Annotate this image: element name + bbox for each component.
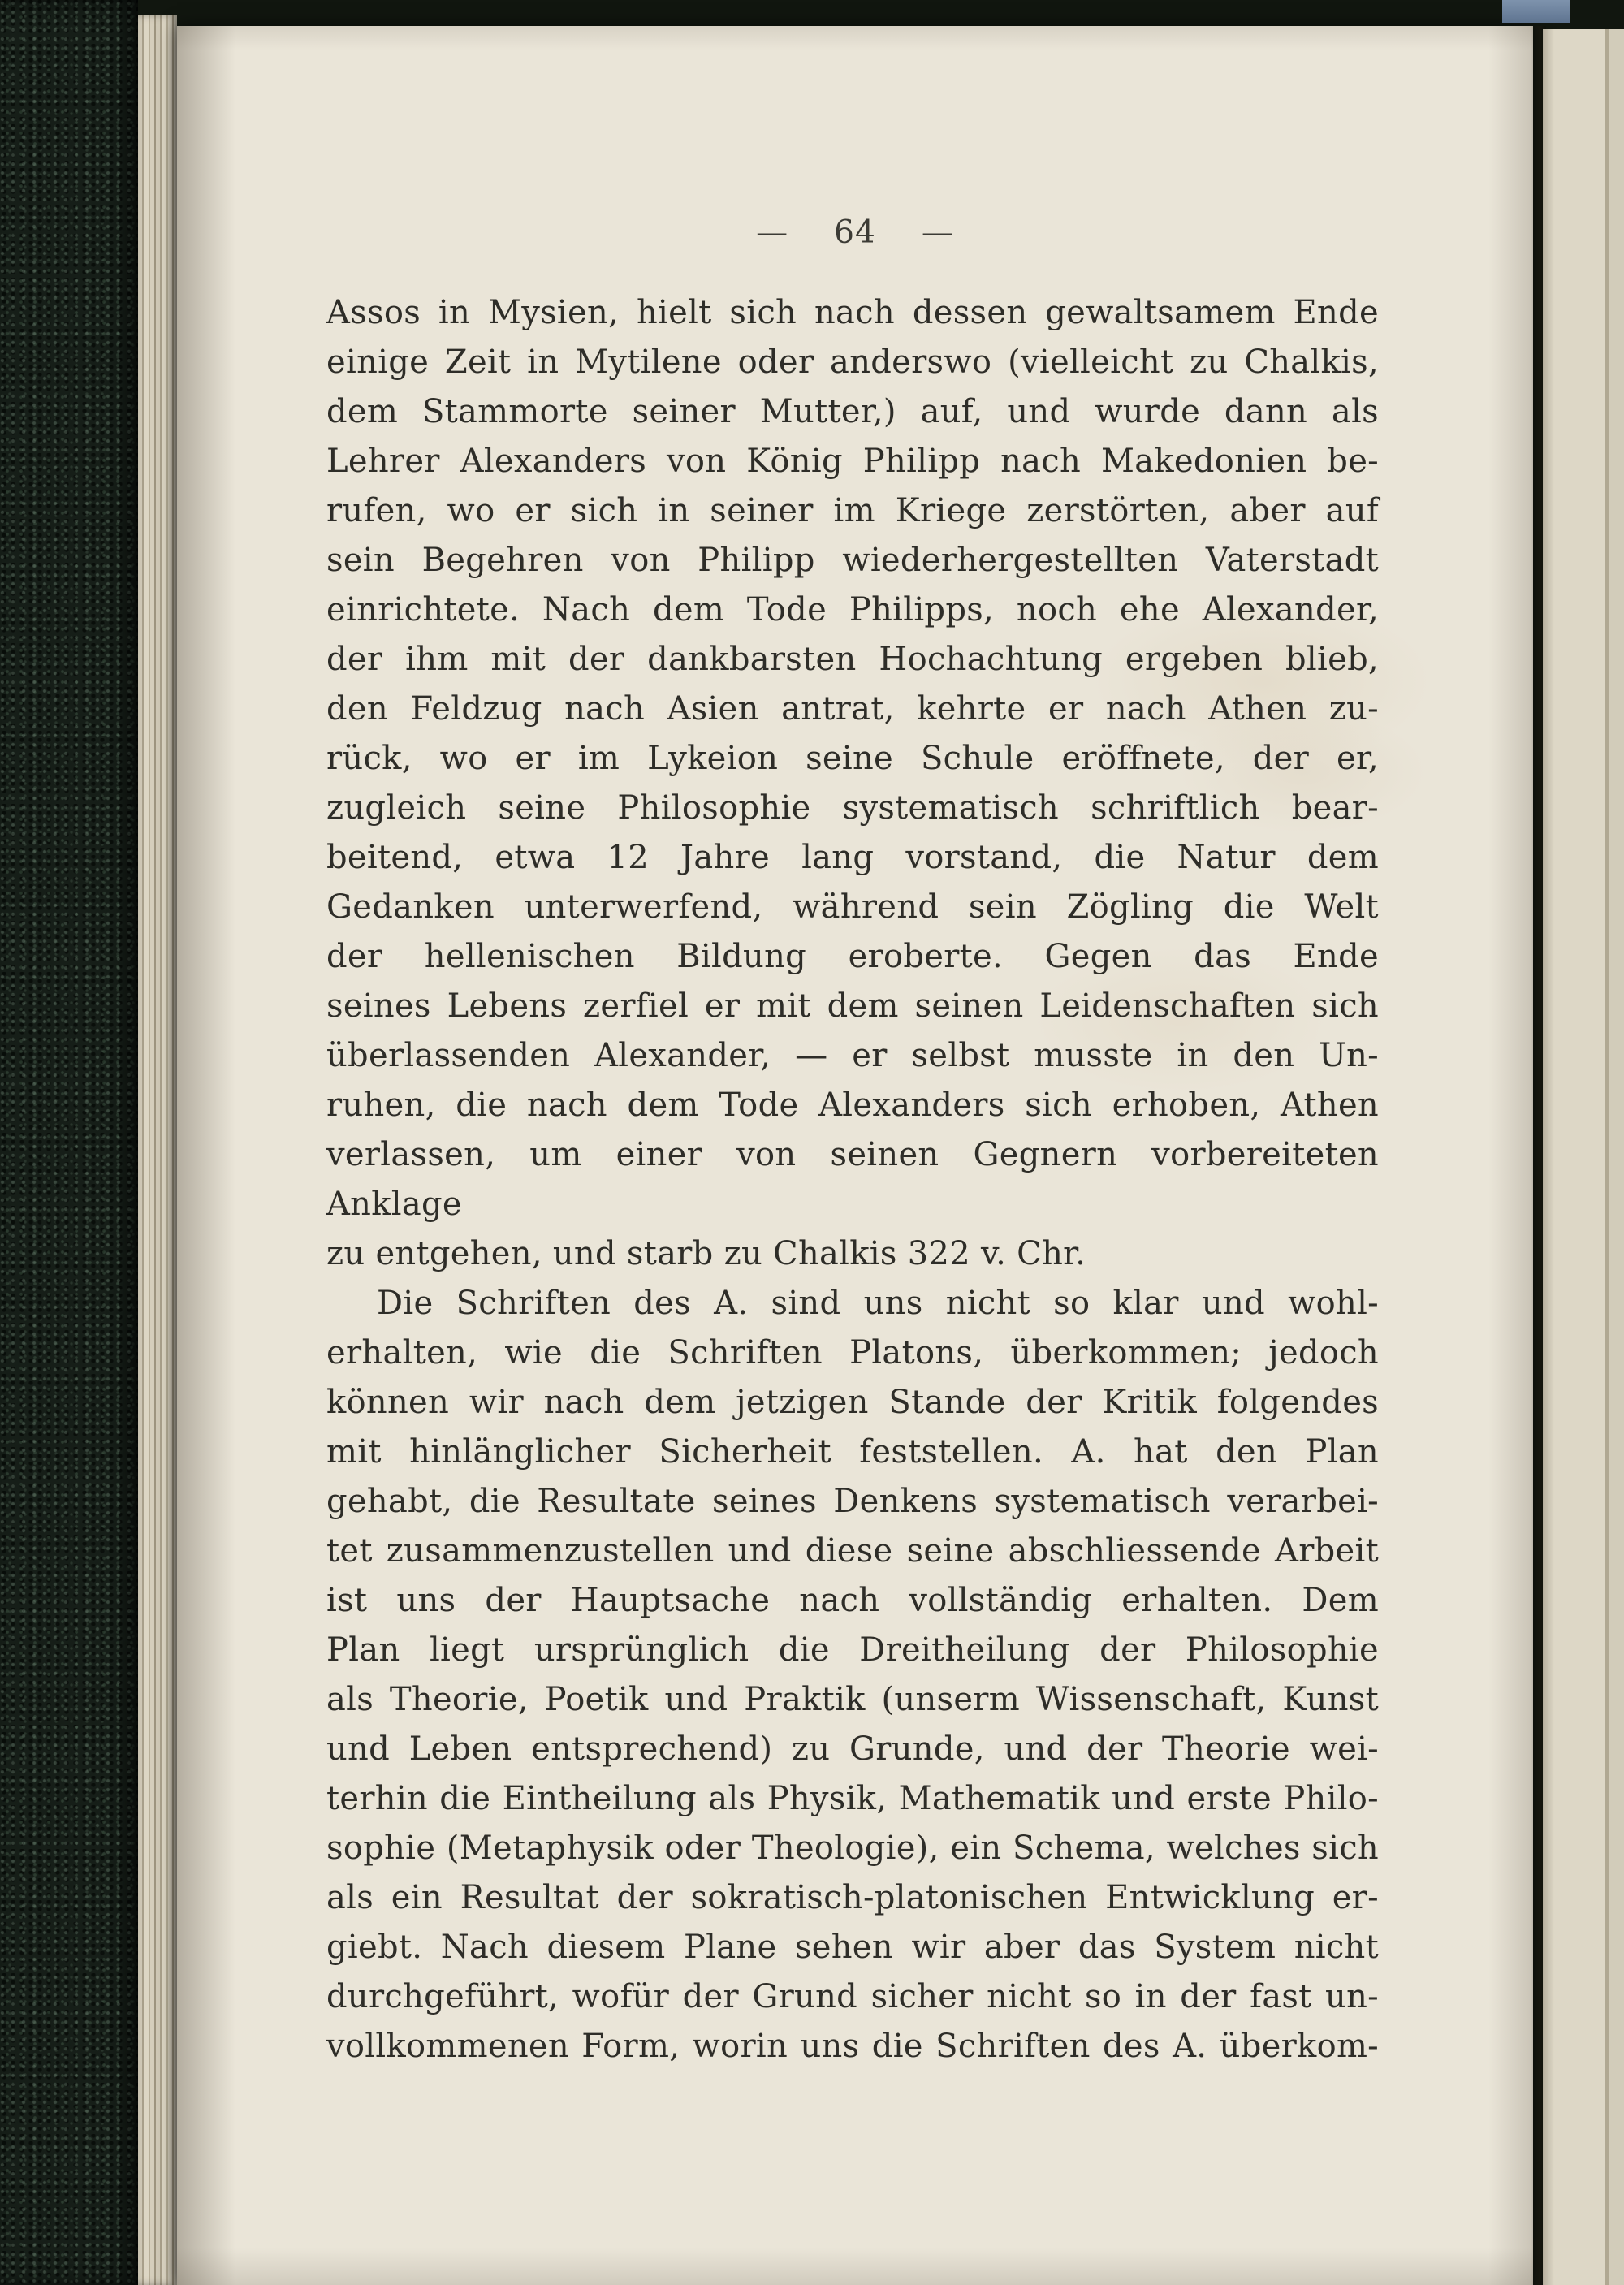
scan-artifact-blue xyxy=(1502,0,1570,23)
text-line: einige Zeit in Mytilene oder anderswo (vielleicht zu Chalkis, xyxy=(326,343,1379,381)
text-line: giebt. Nach diesem Plane sehen wir aber das System nicht xyxy=(326,1929,1379,1966)
text-line: können wir nach dem jetzigen Stande der Kritik folgendes xyxy=(326,1384,1379,1421)
text-line: überlassenden Alexander, — er selbst musste in den Un- xyxy=(326,1037,1379,1074)
text-line: und Leben entsprechend) zu Grunde, und der Theorie wei- xyxy=(326,1730,1379,1768)
text-line: der hellenischen Bildung eroberte. Gegen das Ende xyxy=(326,938,1379,975)
text-line: Lehrer Alexanders von König Philipp nach Makedonien be- xyxy=(326,443,1379,480)
text-line: dem Stammorte seiner Mutter,) auf, und wurde dann als xyxy=(326,393,1379,430)
text-block xyxy=(326,288,1379,2071)
text-line: einrichtete. Nach dem Tode Philipps, noch ehe Alexander, xyxy=(326,591,1379,628)
text-line: mit hinlänglicher Sicherheit feststellen. A. hat den Plan xyxy=(326,1433,1379,1471)
header-dash-right: — xyxy=(921,214,954,251)
text-line: rück, wo er im Lykeion seine Schule eröffnete, der er, xyxy=(326,740,1379,777)
text-line: beitend, etwa 12 Jahre lang vorstand, die Natur dem xyxy=(326,839,1379,876)
text-line: gehabt, die Resultate seines Denkens systematisch verarbei- xyxy=(326,1483,1379,1520)
text-line: Die Schriften des A. sind uns nicht so klar und wohl- xyxy=(377,1285,1379,1322)
page-edges-left xyxy=(138,15,177,2285)
text-line: Plan liegt ursprünglich die Dreitheilung der Philosophie xyxy=(326,1631,1379,1669)
text-line: rufen, wo er sich in seiner im Kriege zerstörten, aber auf xyxy=(326,492,1379,529)
book-binding xyxy=(0,0,138,2285)
page-edge-right xyxy=(1543,29,1624,2285)
text-line: seines Lebens zerfiel er mit dem seinen Leidenschaften sich xyxy=(326,987,1379,1025)
text-line: durchgeführt, wofür der Grund sicher nicht so in der fast un- xyxy=(326,1978,1379,2015)
text-line: Assos in Mysien, hielt sich nach dessen gewaltsamem Ende xyxy=(326,294,1379,331)
text-line: tet zusammenzustellen und diese seine abschliessende Arbeit xyxy=(326,1532,1379,1570)
book-page xyxy=(177,26,1533,2285)
text-line: zu entgehen, und starb zu Chalkis 322 v. Chr. xyxy=(326,1235,1086,1272)
header-dash-left: — xyxy=(756,214,789,251)
text-line: der ihm mit der dankbarsten Hochachtung ergeben blieb, xyxy=(326,641,1379,678)
text-line: den Feldzug nach Asien antrat, kehrte er nach Athen zu- xyxy=(326,690,1379,728)
text-line: als Theorie, Poetik und Praktik (unserm Wissenschaft, Kunst xyxy=(326,1681,1379,1718)
text-line: sophie (Metaphysik oder Theologie), ein Schema, welches sich xyxy=(326,1829,1379,1867)
text-line: sein Begehren von Philipp wiederhergestellten Vaterstadt xyxy=(326,542,1379,579)
text-line: ist uns der Hauptsache nach vollständig erhalten. Dem xyxy=(326,1582,1379,1619)
page-header xyxy=(177,26,1533,251)
page-number: 64 xyxy=(834,214,876,251)
text-line: verlassen, um einer von seinen Gegnern vorbereiteten Anklage xyxy=(326,1136,1379,1223)
text-line: Gedanken unterwerfend, während sein Zögling die Welt xyxy=(326,888,1379,926)
text-line: ruhen, die nach dem Tode Alexanders sich erhoben, Athen xyxy=(326,1086,1379,1124)
text-line: vollkommenen Form, worin uns die Schriften des A. überkom- xyxy=(326,2028,1379,2065)
text-line: terhin die Eintheilung als Physik, Mathematik und erste Philo- xyxy=(326,1780,1379,1817)
text-line: als ein Resultat der sokratisch-platonischen Entwicklung er- xyxy=(326,1879,1379,1916)
text-line: zugleich seine Philosophie systematisch schriftlich bear- xyxy=(326,789,1379,827)
text-line: erhalten, wie die Schriften Platons, überkommen; jedoch xyxy=(326,1334,1379,1371)
